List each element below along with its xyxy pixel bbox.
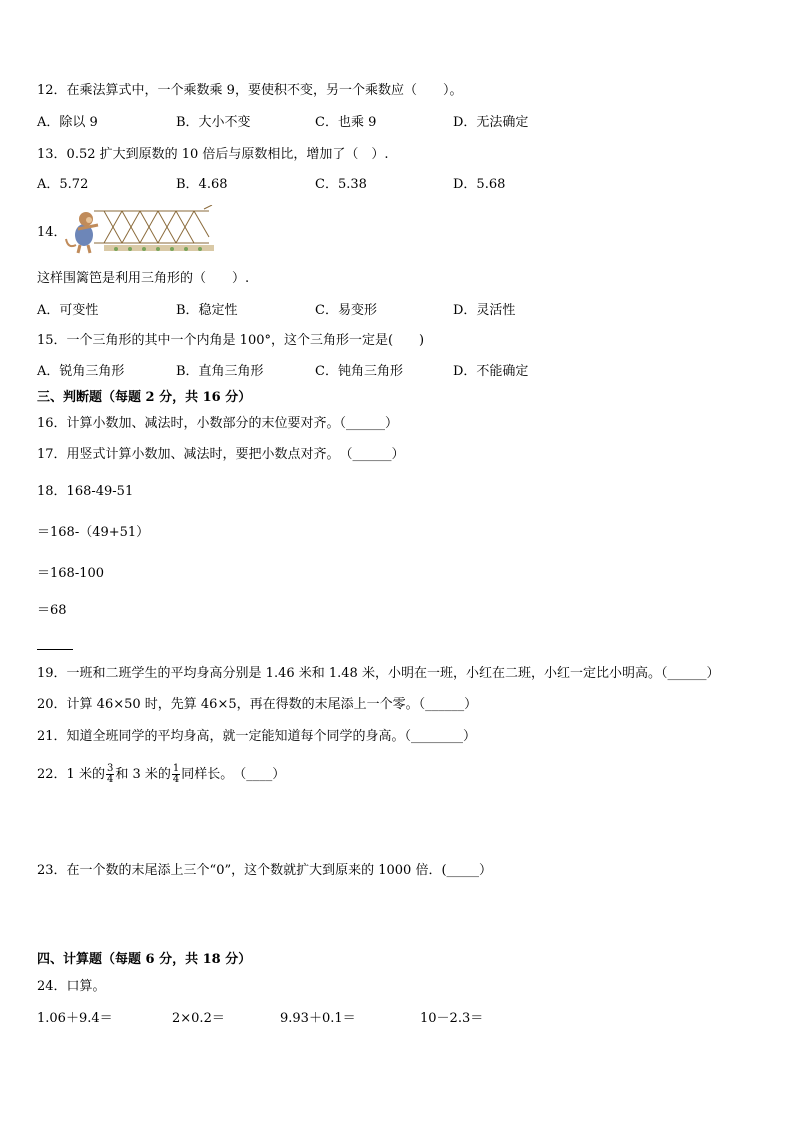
q18-line-3: ＝168-100 — [37, 566, 105, 581]
q24-item-3: 9.93＋0.1＝ — [280, 1011, 356, 1026]
q15-stem: 15．一个三角形的其中一个内角是 100°，这个三角形一定是( ) — [37, 333, 425, 348]
fence-illustration — [64, 205, 214, 257]
q24-stem: 24．口算。 — [37, 979, 106, 994]
q13-option-c: C．5.38 — [315, 177, 367, 192]
q12-option-d: D．无法确定 — [453, 115, 529, 130]
q14-option-c: C．易变形 — [315, 303, 377, 318]
fraction-three-quarters — [106, 764, 114, 785]
q14-number: 14． — [37, 225, 67, 240]
q14-stem: 这样围篱笆是利用三角形的（ ）. — [37, 271, 250, 286]
q13-option-b: B．4.68 — [176, 177, 228, 192]
q22-part-1: 22．1 米的 — [37, 767, 105, 782]
q22-part-2: 和 3 米的 — [115, 767, 171, 782]
q20: 20．计算 46×50 时，先算 46×5，再在得数的末尾添上一个零。（______） — [37, 697, 478, 712]
fraction-1-numerator: 3 — [106, 763, 114, 774]
q15-option-b: B．直角三角形 — [176, 364, 264, 379]
q13-stem: 13．0.52 扩大到原数的 10 倍后与原数相比，增加了（ ）. — [37, 147, 389, 162]
q24-item-2: 2×0.2＝ — [172, 1011, 225, 1026]
q13-option-d: D．5.68 — [453, 177, 506, 192]
q18-answer-line — [37, 649, 73, 650]
q13-option-a: A．5.72 — [37, 177, 89, 192]
fraction-2-denominator: 4 — [172, 774, 180, 785]
q22-part-3: 同样长。 （____） — [181, 767, 286, 782]
q14-option-d: D．灵活性 — [453, 303, 516, 318]
q18-line-1: 18．168-49-51 — [37, 484, 134, 499]
q22 — [37, 762, 285, 788]
q15-option-d: D．不能确定 — [453, 364, 529, 379]
fraction-one-quarter — [172, 764, 180, 785]
q12-stem: 12．在乘法算式中，一个乘数乘 9，要使积不变，另一个乘数应（ ）。 — [37, 83, 463, 98]
section-4-heading: 四、计算题（每题 6 分，共 18 分） — [37, 952, 252, 967]
q15-option-c: C．钝角三角形 — [315, 364, 403, 379]
q16: 16．计算小数加、减法时，小数部分的末位要对齐。（______） — [37, 416, 399, 431]
q21: 21．知道全班同学的平均身高，就一定能知道每个同学的身高。（________） — [37, 729, 477, 744]
q12-option-b: B．大小不变 — [176, 115, 251, 130]
q14-option-a: A．可变性 — [37, 303, 99, 318]
q19: 19．一班和二班学生的平均身高分别是 1.46 米和 1.48 米，小明在一班，小红在二班，小红一定比小明高。（______） — [37, 666, 720, 681]
q14-option-b: B．稳定性 — [176, 303, 238, 318]
q24-item-4: 10－2.3＝ — [420, 1011, 484, 1026]
q24-item-1: 1.06＋9.4＝ — [37, 1011, 113, 1026]
q18-line-4: ＝68 — [37, 603, 67, 618]
section-3-heading: 三、判断题（每题 2 分，共 16 分） — [37, 390, 252, 405]
fraction-1-denominator: 4 — [106, 774, 114, 785]
q18-line-2: ＝168-（49+51） — [37, 525, 150, 540]
q12-option-c: C．也乘 9 — [315, 115, 377, 130]
q12-option-a: A．除以 9 — [37, 115, 98, 130]
q23: 23．在一个数的末尾添上三个“0”，这个数就扩大到原来的 1000 倍．(_____） — [37, 863, 493, 878]
q17: 17．用竖式计算小数加、减法时，要把小数点对齐。 （______） — [37, 447, 405, 462]
q15-option-a: A．锐角三角形 — [37, 364, 125, 379]
fraction-2-numerator: 1 — [172, 763, 180, 774]
